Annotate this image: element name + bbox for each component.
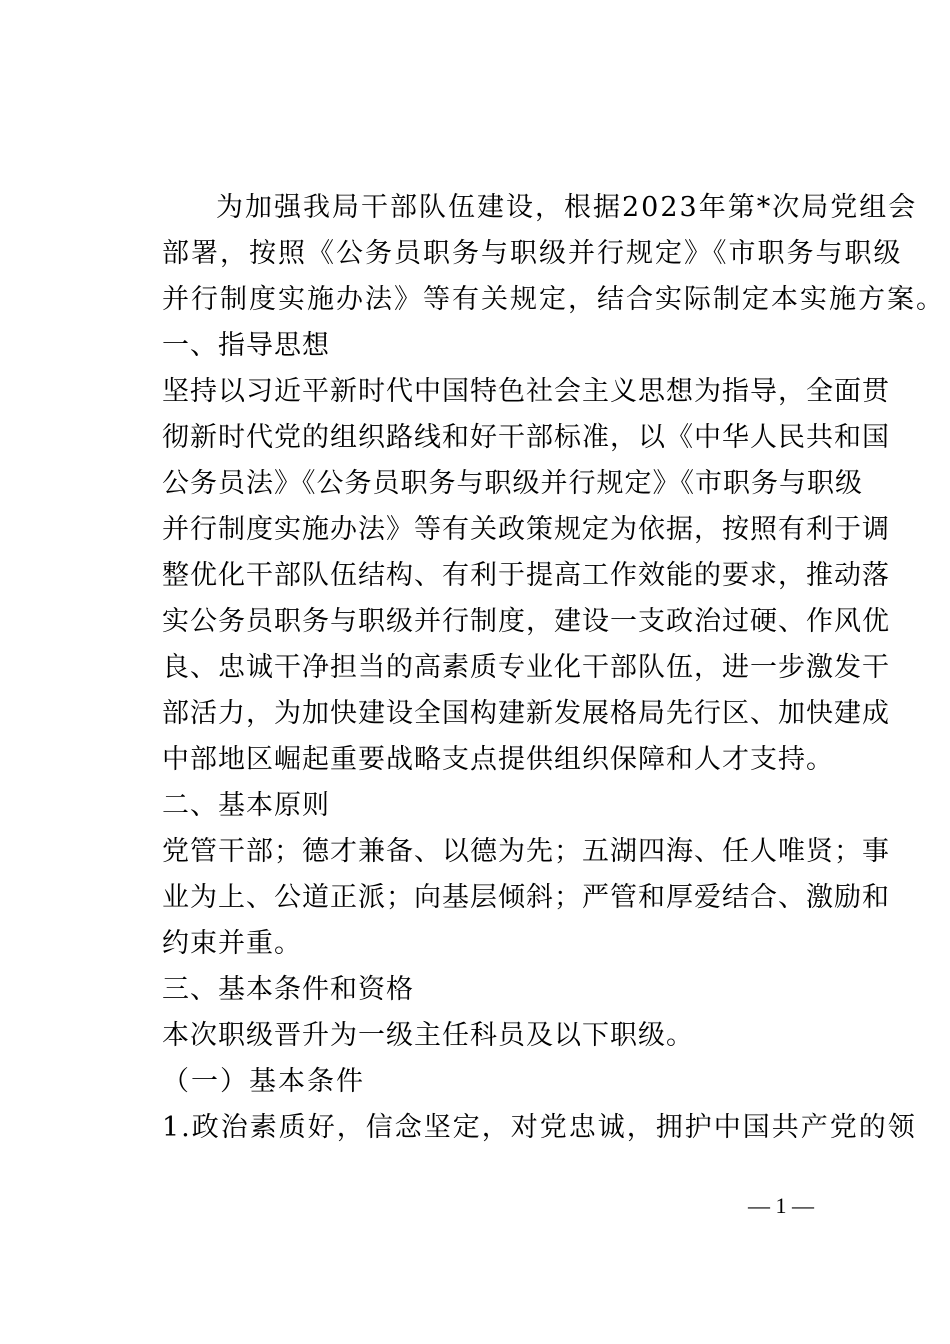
section1-line: 坚持以习近平新时代中国特色社会主义思想为指导，全面贯	[162, 376, 890, 407]
subheading-basic-conditions: （一）基本条件	[162, 1066, 365, 1097]
intro-line-3: 并行制度实施办法》等有关规定，结合实际制定本实施方案。	[162, 284, 945, 315]
page-number: — 1 —	[748, 1193, 814, 1218]
section1-line: 实公务员职务与职级并行制度，建设一支政治过硬、作风优	[162, 606, 890, 637]
section2-line: 党管干部；德才兼备、以德为先；五湖四海、任人唯贤；事	[162, 836, 890, 867]
section2-line: 业为上、公道正派；向基层倾斜；严管和厚爱结合、激励和	[162, 882, 890, 913]
section-heading-basic-principles: 二、基本原则	[162, 790, 330, 821]
section2-line: 约束并重。	[162, 928, 302, 959]
section1-line: 整优化干部队伍结构、有利于提高工作效能的要求，推动落	[162, 560, 890, 591]
section1-line: 良、忠诚干净担当的高素质专业化干部队伍，进一步激发干	[162, 652, 890, 683]
section1-line: 并行制度实施办法》等有关政策规定为依据，按照有利于调	[162, 514, 890, 545]
section1-line: 部活力，为加快建设全国构建新发展格局先行区、加快建成	[162, 698, 890, 729]
section1-line: 公务员法》《公务员职务与职级并行规定》《市职务与职级	[162, 468, 863, 499]
section1-line: 彻新时代党的组织路线和好干部标准，以《中华人民共和国	[162, 422, 890, 453]
section1-line: 中部地区崛起重要战略支点提供组织保障和人才支持。	[162, 744, 834, 775]
intro-line-2: 部署，按照《公务员职务与职级并行规定》《市职务与职级	[162, 238, 903, 269]
intro-line-1: 为加强我局干部队伍建设，根据2023年第*次局党组会	[216, 192, 918, 223]
section-heading-guiding-ideology: 一、指导思想	[162, 330, 330, 361]
section-heading-conditions: 三、基本条件和资格	[162, 974, 414, 1005]
item1-line: 1.政治素质好，信念坚定，对党忠诚，拥护中国共产党的领	[162, 1112, 917, 1143]
section3-line: 本次职级晋升为一级主任科员及以下职级。	[162, 1020, 694, 1051]
